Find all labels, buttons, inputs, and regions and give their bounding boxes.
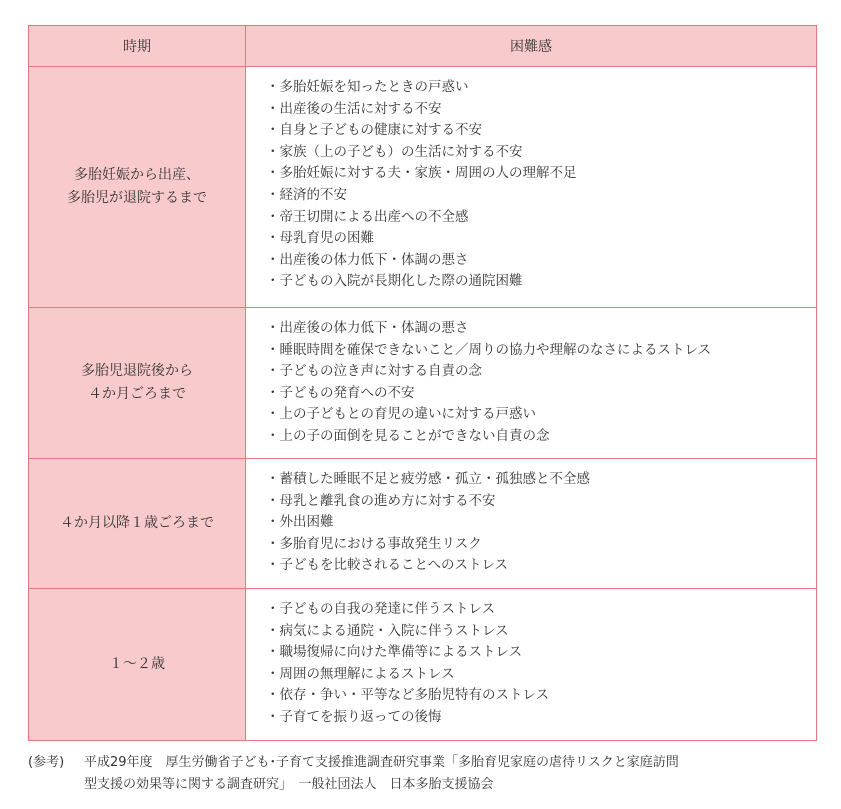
period-label-line: ４か月ごろまで xyxy=(88,386,186,402)
reference-note xyxy=(28,752,818,796)
list-item: ・ 母乳と離乳食の進め方に対する不安 xyxy=(266,491,816,513)
list-item: ・ 母乳育児の困難 xyxy=(266,228,816,250)
period-label-line: 多胎児が退院するまで xyxy=(67,190,207,206)
list-item: ・ 多胎妊娠を知ったときの戸惑い xyxy=(266,77,816,99)
list-item: ・ 出産後の体力低下・体調の悪さ xyxy=(266,318,816,340)
header-period: 時期 xyxy=(29,26,246,67)
difficulty-list xyxy=(266,469,816,577)
list-item: ・ 子どもの自我の発達に伴うストレス xyxy=(266,599,816,621)
table-row xyxy=(29,308,817,459)
note-line-1: 平成29年度 厚生労働省子ども･子育て支援推進調査研究事業「多胎育児家庭の虐待リスクと家庭訪問 xyxy=(84,755,679,770)
difficulty-cell xyxy=(246,67,817,308)
note-line-2: 型支援の効果等に関する調査研究」 一般社団法人 日本多胎支援協会 xyxy=(84,777,494,792)
list-item: ・ 子どもの入院が長期化した際の通院困難 xyxy=(266,271,816,293)
period-cell xyxy=(29,459,246,589)
list-item: ・ 出産後の生活に対する不安 xyxy=(266,99,816,121)
period-label-line: １～２歳 xyxy=(109,656,165,672)
period-cell xyxy=(29,589,246,741)
difficulty-cell xyxy=(246,459,817,589)
list-item: ・ 子どもの発育への不安 xyxy=(266,383,816,405)
list-item: ・ 帝王切開による出産への不全感 xyxy=(266,207,816,229)
list-item: ・ 子どもの泣き声に対する自責の念 xyxy=(266,361,816,383)
list-item: ・ 蓄積した睡眠不足と疲労感・孤立・孤独感と不全感 xyxy=(266,469,816,491)
period-cell xyxy=(29,308,246,459)
list-item: ・ 多胎育児における事故発生リスク xyxy=(266,534,816,556)
list-item: ・ 周囲の無理解によるストレス xyxy=(266,664,816,686)
difficulty-list xyxy=(266,77,816,293)
list-item: ・ 外出困難 xyxy=(266,512,816,534)
table-row xyxy=(29,67,817,308)
difficulty-list xyxy=(266,318,816,448)
list-item: ・ 睡眠時間を確保できないこと／周りの協力や理解のなさによるストレス xyxy=(266,340,816,362)
table-row xyxy=(29,589,817,741)
list-item: ・ 経済的不安 xyxy=(266,185,816,207)
list-item: ・ 家族（上の子ども）の生活に対する不安 xyxy=(266,142,816,164)
difficulty-cell xyxy=(246,589,817,741)
list-item: ・ 職場復帰に向けた準備等によるストレス xyxy=(266,642,816,664)
list-item: ・ 依存・争い・平等など多胎児特有のストレス xyxy=(266,685,816,707)
list-item: ・ 多胎妊娠に対する夫・家族・周囲の人の理解不足 xyxy=(266,163,816,185)
table-row xyxy=(29,459,817,589)
list-item: ・ 子どもを比較されることへのストレス xyxy=(266,555,816,577)
list-item: ・ 出産後の体力低下・体調の悪さ xyxy=(266,250,816,272)
period-label-line: 多胎児退院後から xyxy=(81,363,193,379)
difficulty-list xyxy=(266,599,816,729)
list-item: ・ 自身と子どもの健康に対する不安 xyxy=(266,120,816,142)
period-label-line: ４か月以降１歳ごろまで xyxy=(60,515,214,531)
period-label-line: 多胎妊娠から出産、 xyxy=(74,167,200,183)
difficulty-table xyxy=(28,25,817,741)
list-item: ・ 子育てを振り返っての後悔 xyxy=(266,707,816,729)
difficulty-cell xyxy=(246,308,817,459)
list-item: ・ 病気による通院・入院に伴うストレス xyxy=(266,621,816,643)
header-difficulty: 困難感 xyxy=(246,26,817,67)
table-header-row xyxy=(29,26,817,67)
list-item: ・ 上の子の面倒を見ることができない自責の念 xyxy=(266,426,816,448)
note-label: (参考) xyxy=(28,755,65,770)
list-item: ・ 上の子どもとの育児の違いに対する戸惑い xyxy=(266,404,816,426)
period-cell xyxy=(29,67,246,308)
